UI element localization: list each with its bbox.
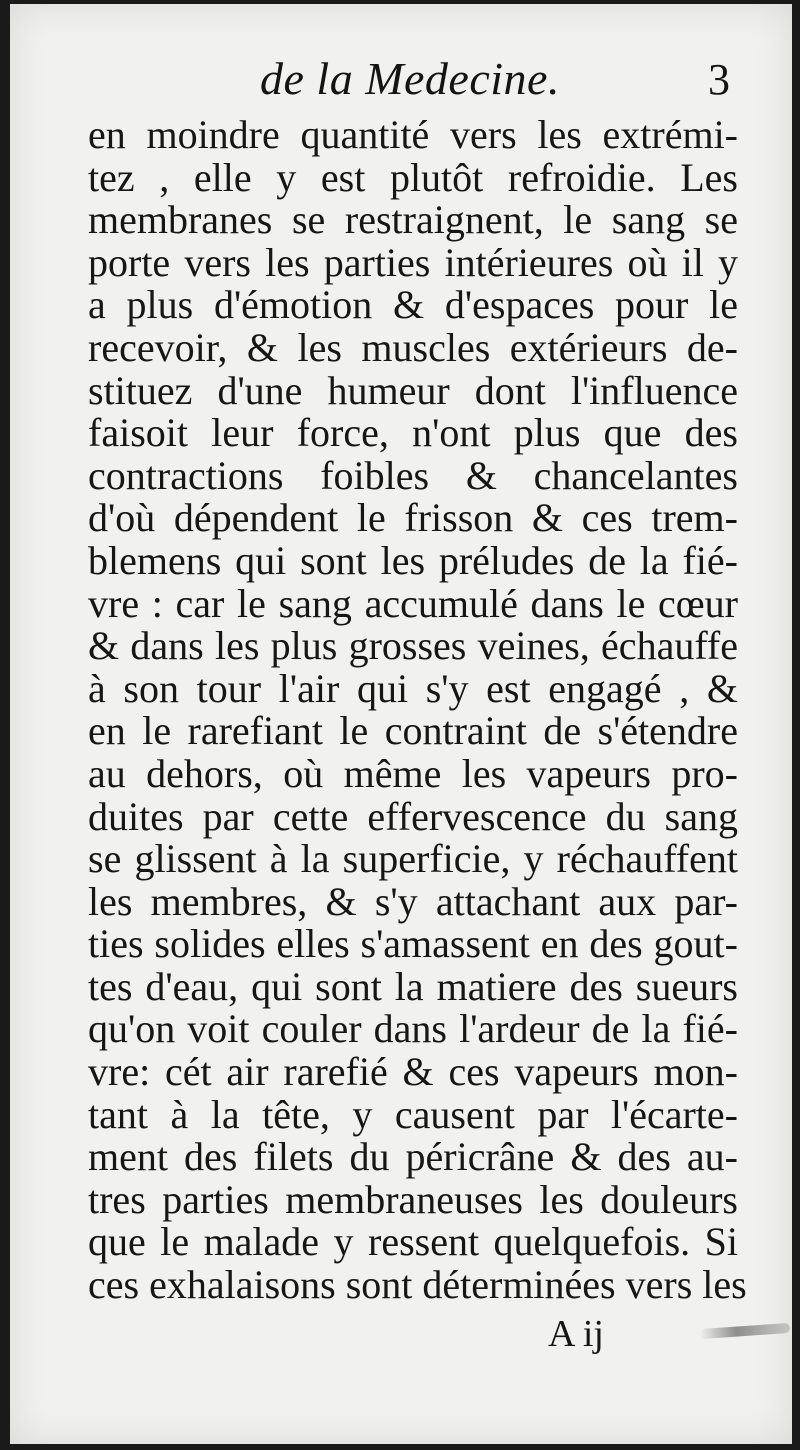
text-line: vre: cét air rarefié & ces vapeurs mon- — [88, 1049, 738, 1095]
page-number: 3 — [708, 55, 730, 104]
ink-smudge — [700, 1323, 790, 1339]
text-line: vre : car le sang accumulé dans le cœur — [88, 580, 738, 626]
text-line: tes d'eau, qui sont la matiere des sueurs — [88, 963, 738, 1009]
body-text — [88, 112, 747, 1308]
text-line: les membres, & s'y attachant aux par- — [88, 878, 738, 924]
text-line: contractions foibles & chancelantes — [88, 452, 738, 498]
text-line: ment des filets du péricrâne & des au- — [88, 1134, 738, 1180]
book-page — [10, 4, 792, 1444]
text-line: membranes se restraignent, le sang se — [88, 197, 738, 243]
text-line: à son tour l'air qui s'y est engagé , & — [88, 665, 738, 711]
text-line: ces exhalaisons sont déterminées vers les — [88, 1262, 747, 1308]
signature-mark: A ij — [548, 1313, 604, 1355]
text-line: d'où dépendent le frisson & ces trem- — [88, 495, 738, 541]
text-line: recevoir, & les muscles extérieurs de- — [88, 324, 738, 370]
text-line: tez , elle y est plutôt refroidie. Les — [88, 154, 738, 200]
text-line: tres parties membraneuses les douleurs — [88, 1176, 738, 1222]
text-line: faisoit leur force, n'ont plus que des — [88, 410, 738, 456]
text-line: stituez d'une humeur dont l'influence — [88, 367, 738, 413]
text-line: a plus d'émotion & d'espaces pour le — [88, 282, 738, 328]
text-line: porte vers les parties intérieures où il y — [88, 239, 738, 285]
text-line: au dehors, où même les vapeurs pro- — [88, 750, 738, 796]
text-line: en moindre quantité vers les extrémi- — [88, 112, 738, 157]
text-line: & dans les plus grosses veines, échauffe — [88, 623, 738, 669]
text-line: se glissent à la superficie, y réchauffent — [88, 836, 738, 882]
text-line: en le rarefiant le contraint de s'étendre — [88, 708, 738, 754]
text-line: duites par cette effervescence du sang — [88, 793, 738, 839]
page-header — [10, 52, 792, 112]
text-line: blemens qui sont les préludes de la fié- — [88, 537, 738, 583]
text-line: qu'on voit couler dans l'ardeur de la fié- — [88, 1006, 738, 1052]
text-line: que le malade y ressent quelquefois. Si — [88, 1219, 738, 1265]
text-line: tant à la tête, y causent par l'écarte- — [88, 1091, 738, 1137]
running-title: de la Medecine. — [260, 53, 560, 104]
text-line: ties solides elles s'amassent en des gout- — [88, 921, 738, 967]
